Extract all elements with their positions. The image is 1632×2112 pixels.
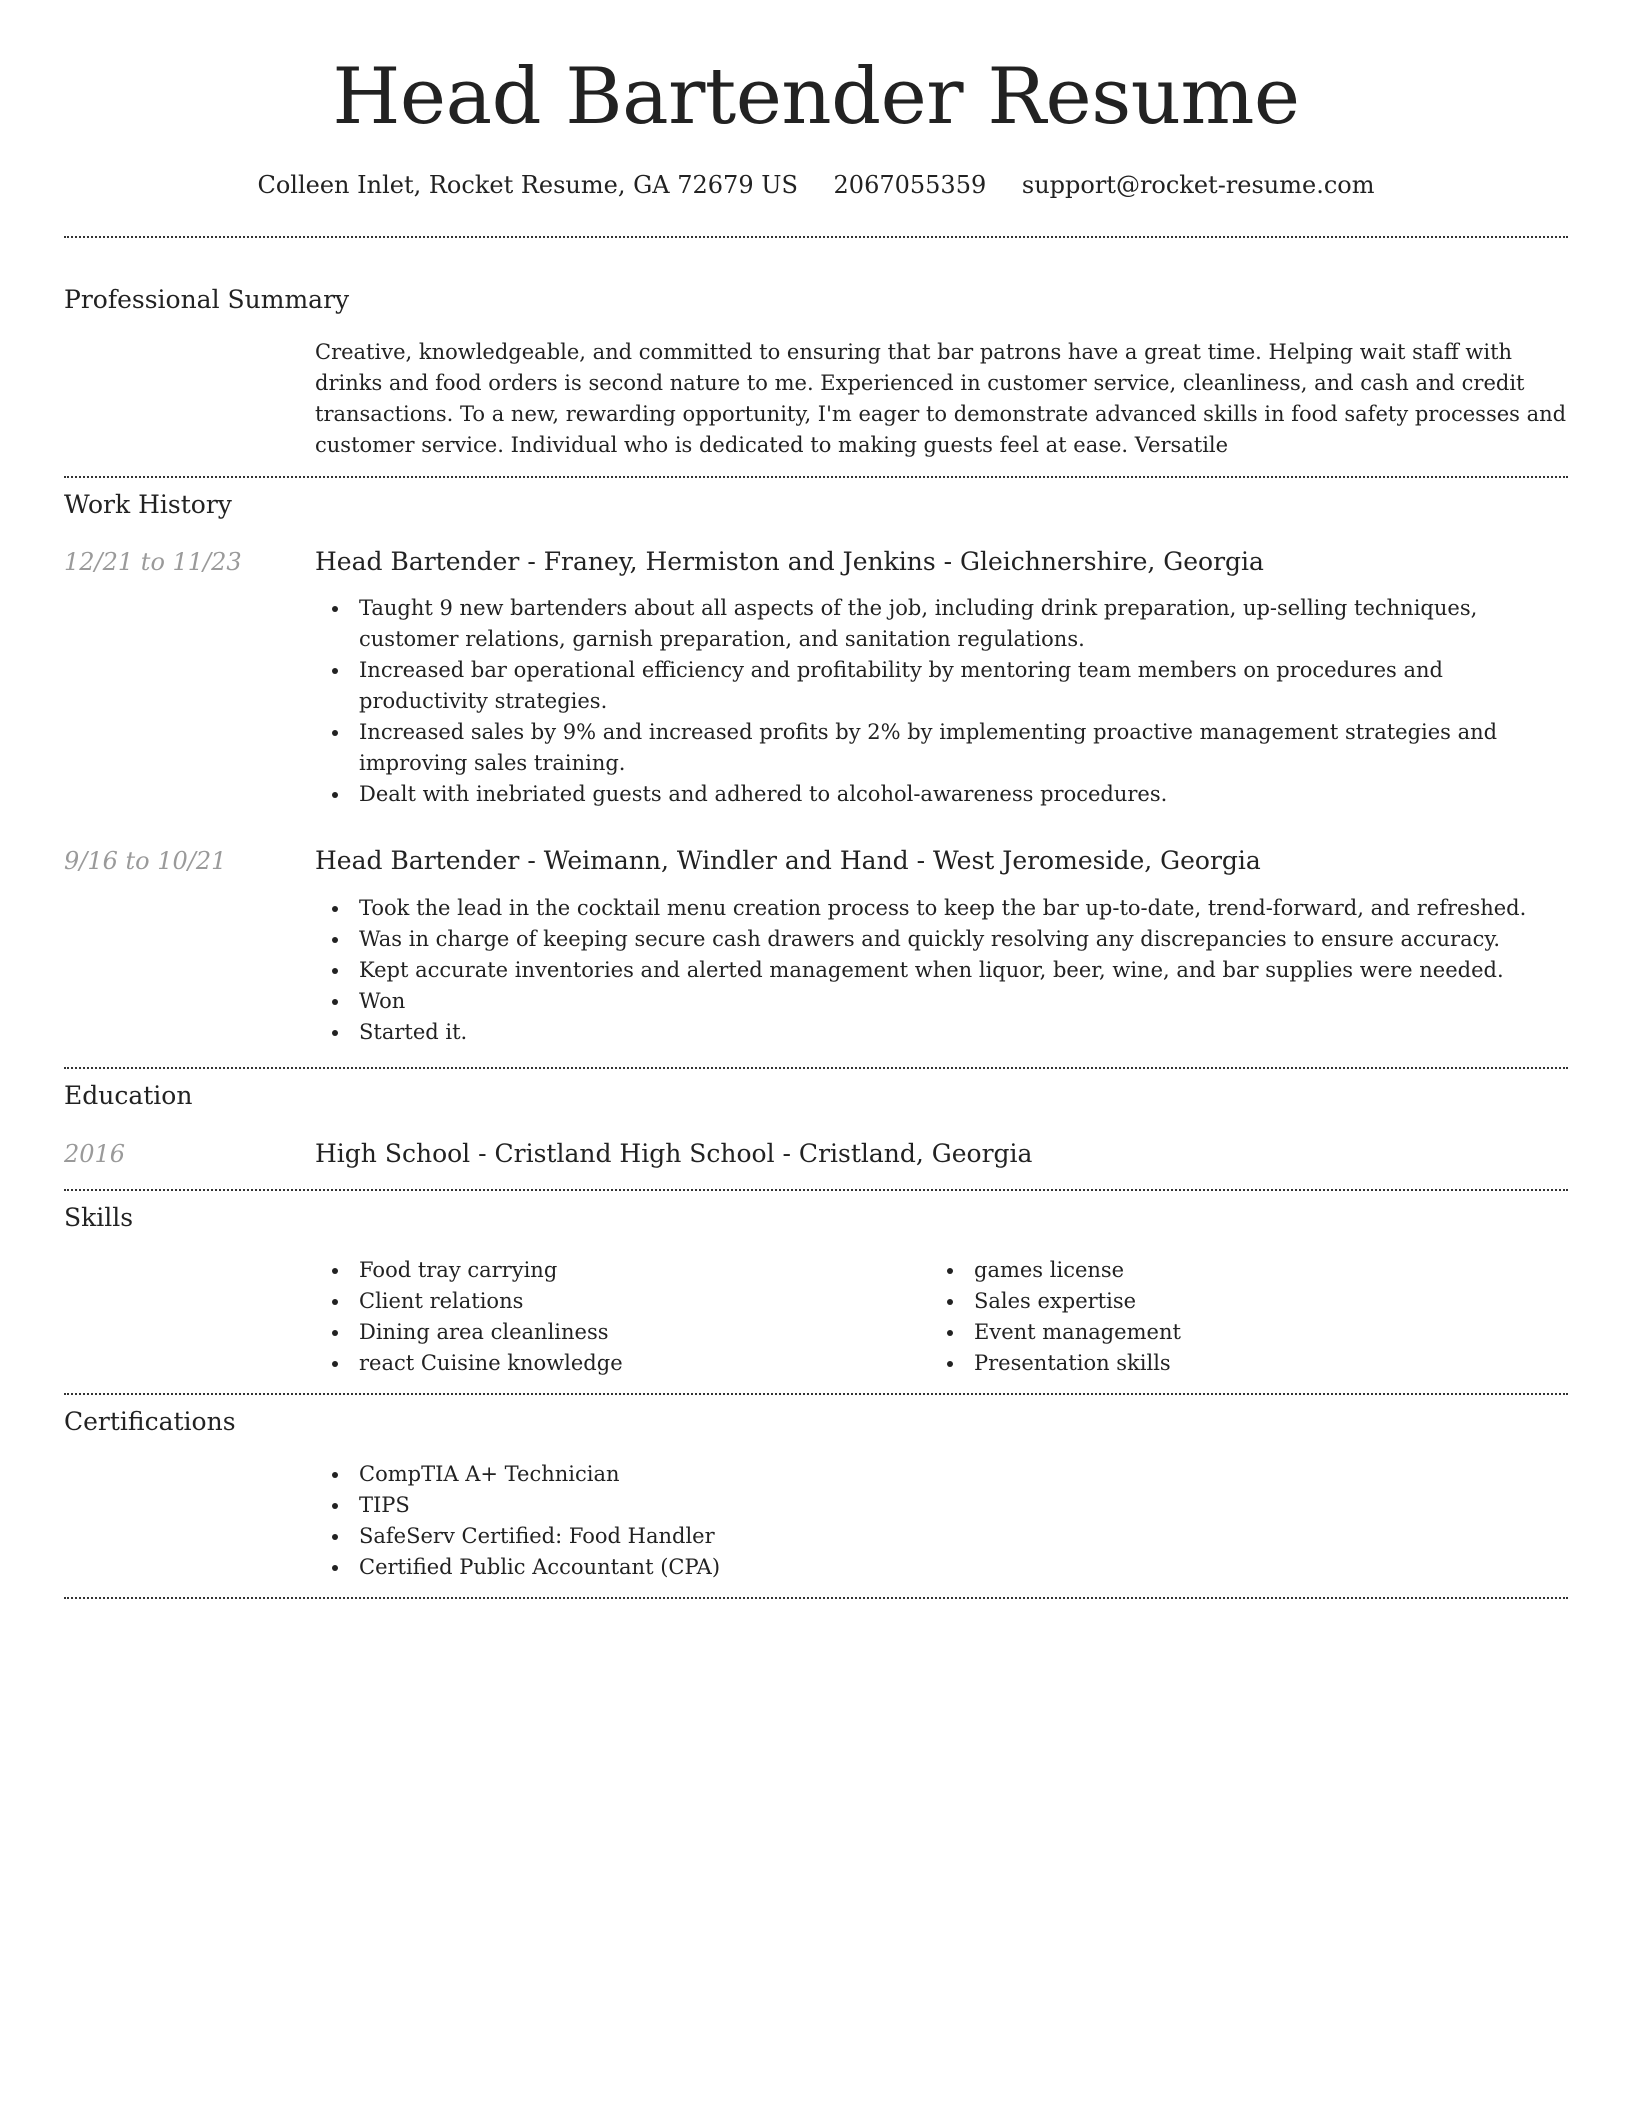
education-entry	[64, 1139, 1568, 1169]
list-item: TIPS	[315, 1490, 1568, 1521]
list-item: Presentation skills	[930, 1348, 1545, 1379]
list-item: Dealt with inebriated guests and adhered to alcohol-awareness procedures.	[315, 779, 1568, 810]
section-title-summary: Professional Summary	[64, 285, 350, 314]
list-item: Certified Public Accountant (CPA)	[315, 1552, 1568, 1583]
section-divider	[64, 1067, 1568, 1069]
section-divider	[64, 1189, 1568, 1191]
list-item: Taught 9 new bartenders about all aspects of the job, including drink preparation, up-selling techniques, customer relations, garnish preparation, and sanitation regulations.	[315, 593, 1568, 655]
certifications-list	[315, 1459, 1568, 1583]
list-item: Sales expertise	[930, 1286, 1545, 1317]
list-item: react Cuisine knowledge	[315, 1348, 930, 1379]
list-item: SafeServ Certified: Food Handler	[315, 1521, 1568, 1552]
list-item: Dining area cleanliness	[315, 1317, 930, 1348]
section-title-certifications: Certifications	[64, 1407, 236, 1436]
section-title-work: Work History	[64, 490, 232, 519]
page-title: Head Bartender Resume	[332, 52, 1300, 142]
resume-header	[64, 0, 1568, 200]
section-divider	[64, 476, 1568, 478]
list-item: Food tray carrying	[315, 1255, 930, 1286]
job-bullets	[315, 893, 1568, 1048]
certifications-section	[64, 1407, 1568, 1583]
education-dates: 2016	[64, 1140, 126, 1168]
work-history-section	[64, 490, 1568, 1048]
job-entry	[64, 846, 1568, 1048]
list-item: Won	[315, 986, 1568, 1017]
list-item: Started it.	[315, 1017, 1568, 1048]
skills-section	[64, 1203, 1568, 1379]
contact-line	[64, 170, 1568, 200]
job-heading: Head Bartender - Franey, Hermiston and Jenkins - Gleichnershire, Georgia	[315, 547, 1264, 576]
job-bullets	[315, 593, 1568, 810]
list-item: Was in charge of keeping secure cash drawers and quickly resolving any discrepancies to ensure accuracy.	[315, 924, 1568, 955]
summary-section	[64, 285, 1568, 461]
list-item: Event management	[930, 1317, 1545, 1348]
education-heading: High School - Cristland High School - Cristland, Georgia	[315, 1139, 1033, 1168]
job-entry	[64, 547, 1568, 810]
job-heading: Head Bartender - Weimann, Windler and Hand - West Jeromeside, Georgia	[315, 846, 1261, 875]
list-item: Took the lead in the cocktail menu creation process to keep the bar up-to-date, trend-forward, and refreshed.	[315, 893, 1568, 924]
section-divider	[64, 1393, 1568, 1395]
resume-page	[64, 0, 1568, 1599]
job-dates: 9/16 to 10/21	[64, 847, 227, 875]
section-divider	[64, 236, 1568, 238]
list-item: CompTIA A+ Technician	[315, 1459, 1568, 1490]
job-dates: 12/21 to 11/23	[64, 548, 242, 576]
list-item: Kept accurate inventories and alerted management when liquor, beer, wine, and bar supplies were needed.	[315, 955, 1568, 986]
education-section	[64, 1081, 1568, 1169]
contact-phone: 2067055359	[833, 171, 987, 199]
section-title-skills: Skills	[64, 1203, 134, 1232]
skills-list-left	[315, 1255, 930, 1379]
section-divider	[64, 1597, 1568, 1599]
contact-email: support@rocket-resume.com	[1021, 171, 1375, 199]
summary-text: Creative, knowledgeable, and committed to ensuring that bar patrons have a great time. Helping wait staff with drinks and food orders is second nature to me. Experienced in customer service, cleanliness, and cash and credit transactions. To a new, rewarding opportunity, I'm eager to demonstrate advanced skills in food safety processes and customer service. Individual who is dedicated to making guests feel at ease. Versatile	[315, 340, 1567, 457]
skills-list-right	[930, 1255, 1545, 1379]
section-title-education: Education	[64, 1081, 193, 1110]
list-item: Increased bar operational efficiency and profitability by mentoring team members on procedures and productivity strategies.	[315, 655, 1568, 717]
list-item: Client relations	[315, 1286, 930, 1317]
list-item: Increased sales by 9% and increased profits by 2% by implementing proactive management strategies and improving sales training.	[315, 717, 1568, 779]
contact-address: Colleen Inlet, Rocket Resume, GA 72679 US	[257, 171, 798, 199]
list-item: games license	[930, 1255, 1545, 1286]
